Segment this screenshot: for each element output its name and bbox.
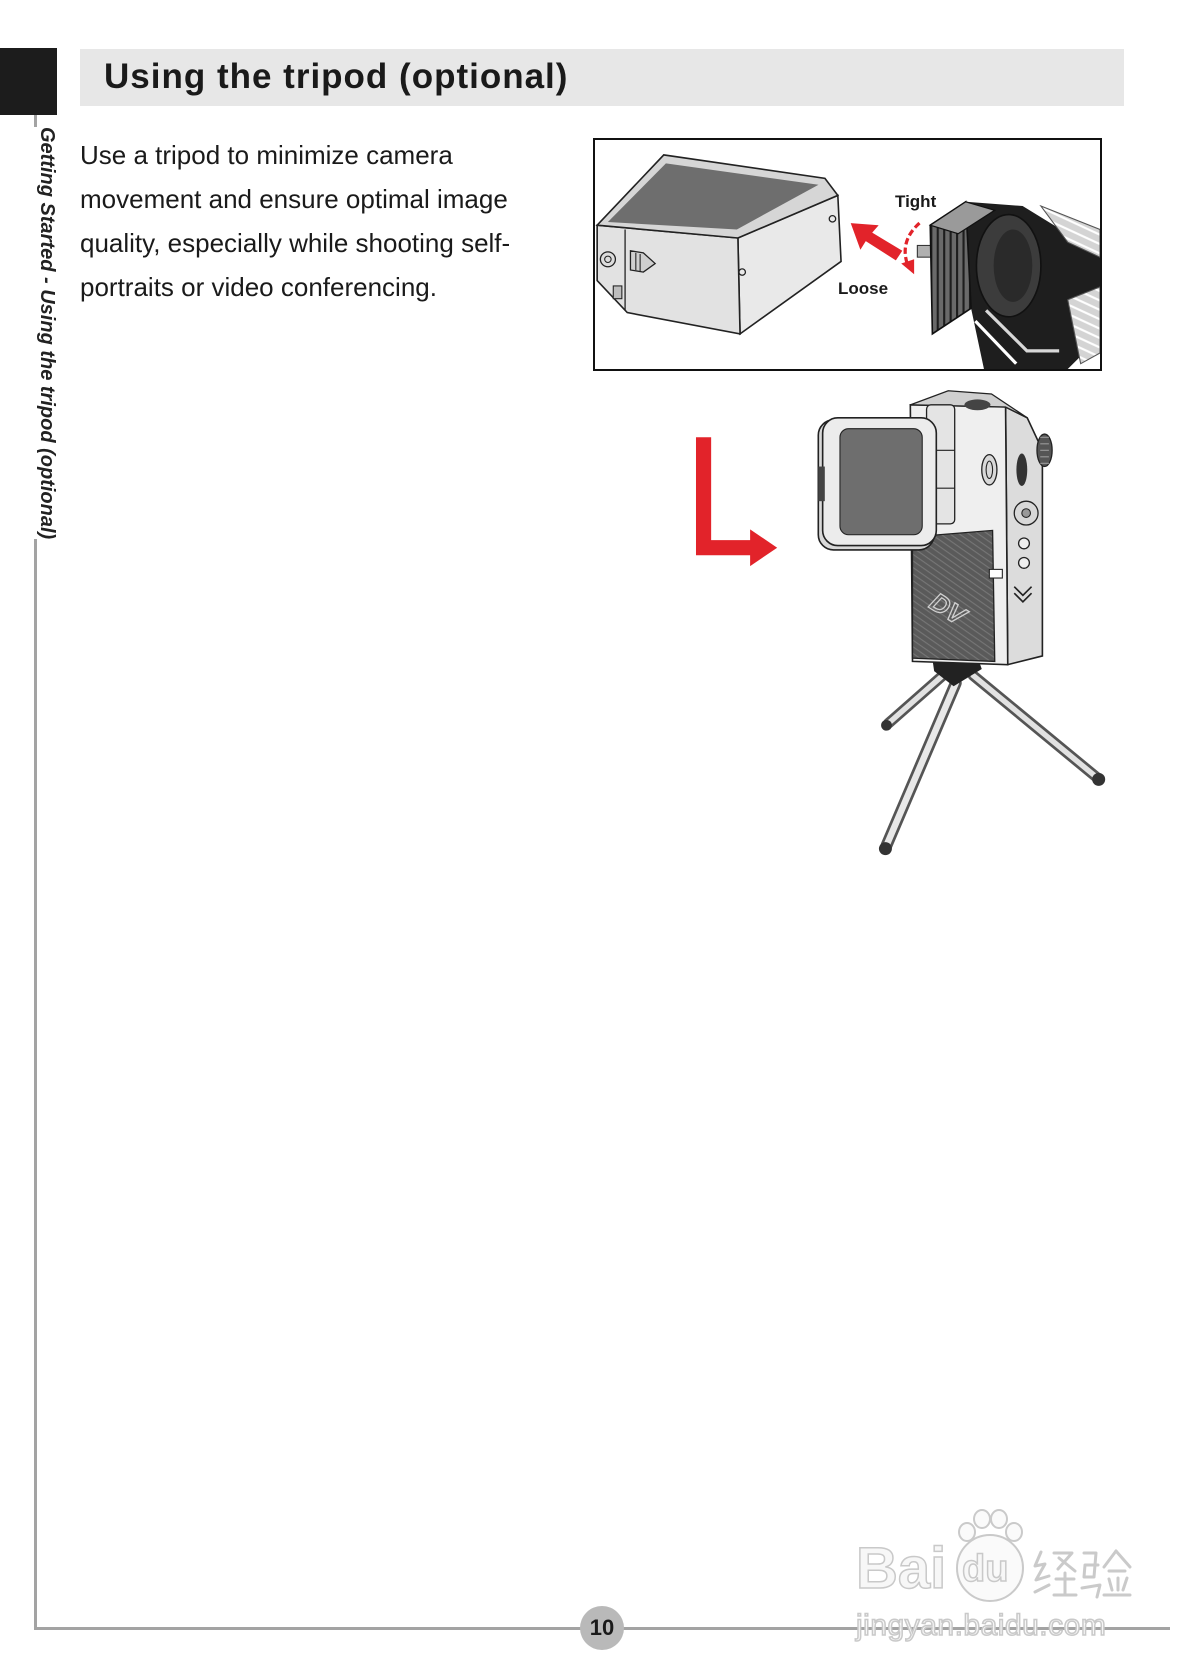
watermark-url: jingyan.baidu.com (856, 1609, 1107, 1642)
lcd-screen-panel (818, 418, 936, 550)
tripod (879, 641, 1105, 855)
camera-on-tripod-illustration (683, 385, 1116, 862)
body-paragraph (80, 133, 510, 309)
direction-arrow-icon (696, 437, 777, 566)
body-line: movement and ensure optimal image (80, 184, 508, 214)
tight-label: Tight (895, 192, 937, 211)
loose-label: Loose (838, 279, 889, 298)
section-side-label: Getting Started - Using the tripod (optional) (36, 127, 58, 540)
body-line: quality, especially while shooting self- (80, 228, 511, 258)
title-bar (80, 49, 1124, 106)
watermark-brand-mark: du (962, 1548, 1009, 1590)
camera-bottom (597, 155, 841, 334)
camera-on-tripod-figure (683, 385, 1116, 862)
page-number: 10 (580, 1606, 624, 1650)
watermark-brand-text: Bai (856, 1536, 947, 1601)
section-tab-block (0, 48, 57, 115)
body-line: Use a tripod to minimize camera (80, 140, 453, 170)
page-title: Using the tripod (optional) (104, 57, 569, 96)
tighten-arrow (851, 223, 920, 274)
tripod-mount-illustration (595, 140, 1100, 369)
watermark-cn-lettering (1032, 1547, 1132, 1601)
camera-logo: DV (924, 586, 972, 632)
tripod-mount-inset-figure (593, 138, 1102, 371)
body-line: portraits or video conferencing. (80, 272, 437, 302)
tripod-head (917, 202, 1100, 369)
